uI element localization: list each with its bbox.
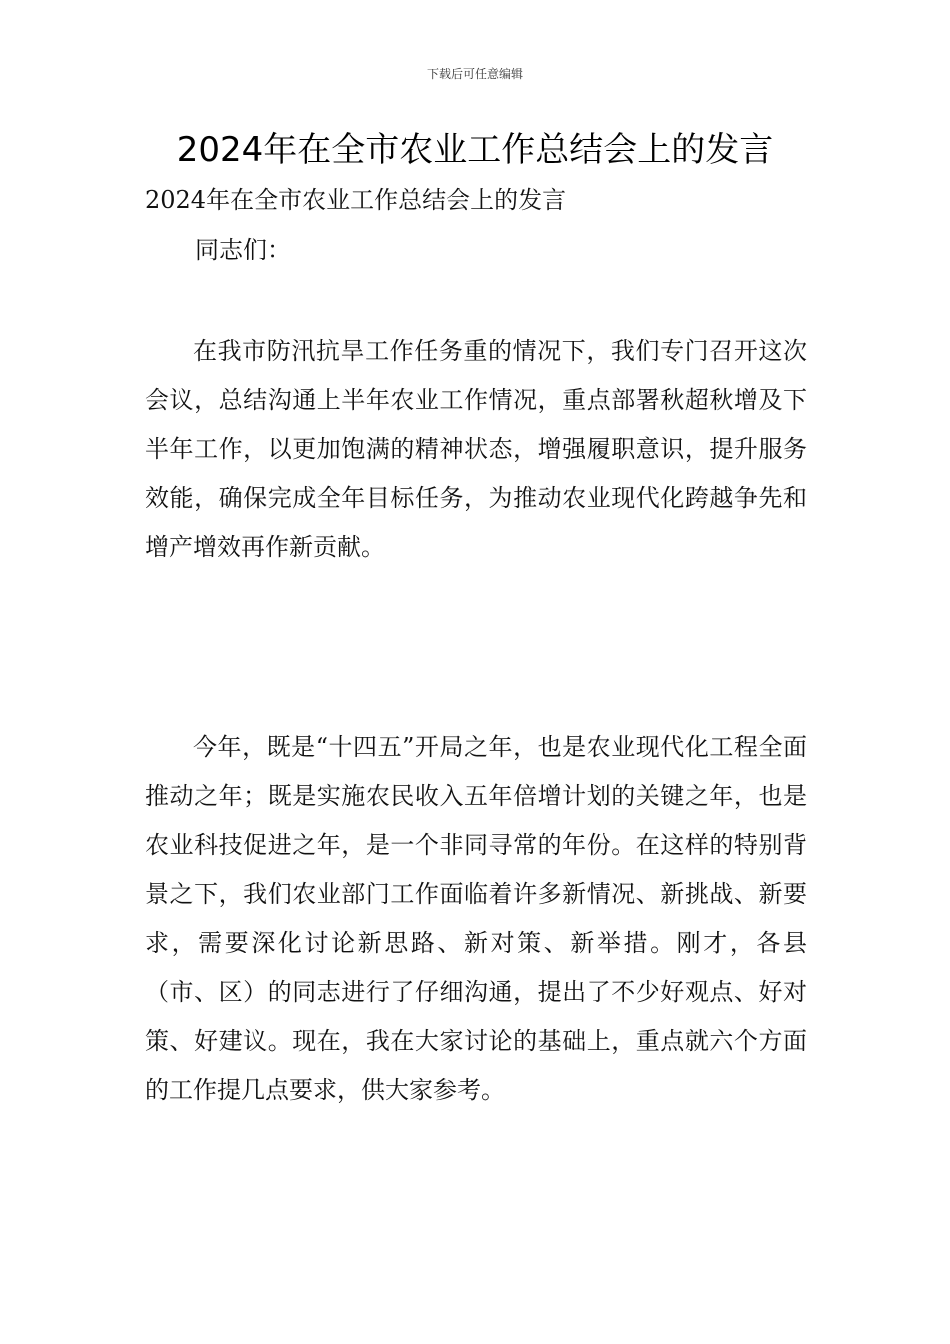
document-title: 2024年在全市农业工作总结会上的发言 xyxy=(176,130,774,170)
paragraph-1: 在我市防汛抗旱工作任务重的情况下，我们专门召开这次会议，总结沟通上半年农业工作情况，重点部署秋超秋增及下半年工作，以更加饱满的精神状态，增强履职意识，提升服务效能，确保完成全年目标任务，为推动农业现代化跨越争先和增产增效再作新贡献。 xyxy=(145,337,807,561)
paragraph-2: 今年，既是“十四五”开局之年，也是农业现代化工程全面推动之年；既是实施农民收入五年倍增计划的关键之年，也是农业科技促进之年，是一个非同寻常的年份。在这样的特别背景之下，我们农业部门工作面临着许多新情况、新挑战、新要求，需要深化讨论新思路、新对策、新举措。刚才，各县（市、区）的同志进行了仔细沟通，提出了不少好观点、好对策、好建议。现在，我在大家讨论的基础上，重点就六个方面的工作提几点要求，供大家参考。 xyxy=(145,733,807,1104)
document-subtitle: 2024年在全市农业工作总结会上的发言 xyxy=(145,186,567,214)
header-note: 下载后可任意编辑 xyxy=(426,67,523,81)
salutation: 同志们： xyxy=(195,236,291,264)
